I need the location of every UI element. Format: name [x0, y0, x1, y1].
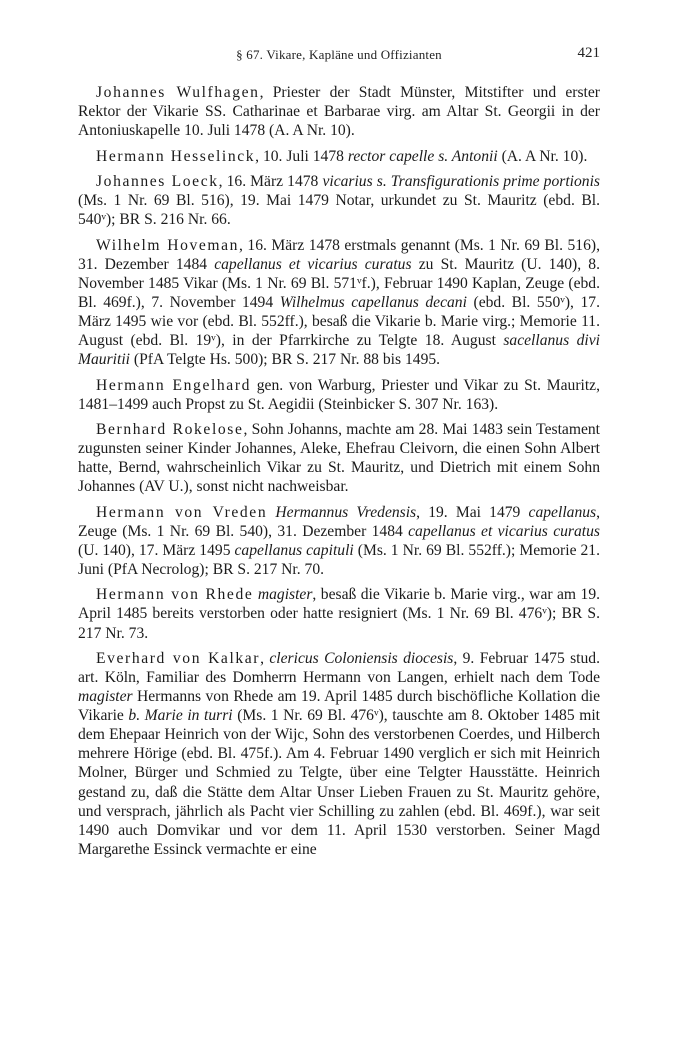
entry-text: , 16. März 1478 erstmals genannt (Ms. 1 Nr. 69 Bl. 516), 31. Dezember 1484: [78, 236, 600, 273]
entry-text: (ebd. Bl. 550ᵛ), 17. März 1495 wie vor (ebd. Bl. 552ff.), besaß die Vikarie b. Marie virg.; Memorie 11. August (ebd. Bl. 19ᵛ), in der Pfarrkirche zu Telgte 18. August: [78, 293, 600, 350]
entry-text: , Sohn Johanns, machte am 28. Mai 1483 sein Testament zugunsten seiner Kinder Johannes, Aleke, Ehefrau Cleivorn, die einen Sohn Albert hatte, Bernd, wahrscheinlich Vikar zu St. Mauritz, und Dietrich mit einem Sohn Johannes (AV U.), sonst nicht nachweisbar.: [78, 420, 600, 496]
latin-quote: capellanus et vicarius curatus: [214, 255, 412, 273]
entry-paragraph: [78, 147, 600, 166]
latin-quote: Wilhelmus capellanus decani: [279, 293, 467, 311]
latin-quote: rector capelle s. Antonii: [347, 147, 498, 165]
entry-text: (PfA Telgte Hs. 500); BR S. 217 Nr. 88 bis 1495.: [129, 351, 441, 369]
entry-text: (U. 140), 17. März 1495: [78, 541, 235, 559]
entry-paragraph: [78, 503, 600, 579]
page-number: 421: [577, 45, 600, 61]
entry-text: (A. A Nr. 10).: [497, 147, 588, 165]
entry-text: (Ms. 1 Nr. 69 Bl. 476ᵛ), tauschte am 8. Oktober 1485 mit dem Ehepaar Heinrich von der Wijc, Sohn des verstorbenen Coerdes, und Hilberch mehrere Hörige (ebd. Bl. 475f.). Am 4. Februar 1490 verglich er sich mit Heinrich Molner, Bürger und Schmied zu Telgte, über eine Telgter Hausstätte. Heinrich gestand zu, daß die Stätte dem Altar Unser Lieben Frauen zu St. Mauritz gehöre, und versprach, jährlich als Pacht vier Schilling zu zahlen (ebd. Bl. 469f.), war seit 1490 auch Domvikar und vor dem 11. April 1530 verstorben. Seiner Magd Margarethe Essinck vermachte er eine: [78, 707, 600, 858]
entry-text: gen. von Warburg, Priester und Vikar zu St. Mauritz, 1481–1499 auch Propst zu St. Aegidii (Steinbicker S. 307 Nr. 163).: [78, 376, 600, 413]
entry-text: , 19. Mai 1479: [416, 503, 529, 521]
entry-paragraph: [78, 376, 600, 414]
person-name: Bernhard Rokelose: [96, 420, 244, 438]
latin-quote: capellanus et vicarius curatus: [408, 522, 600, 540]
entry-text: Hermanns von Rhede am 19. April 1485 durch bischöfliche Kollation die Vikarie: [78, 688, 600, 725]
entry-text: , Zeuge (Ms. 1 Nr. 69 Bl. 540), 31. Dezember 1484: [78, 503, 601, 540]
person-name: Johannes Loeck: [96, 172, 219, 190]
latin-quote: Hermannus Vredensis: [275, 503, 417, 521]
entry-paragraph: [78, 649, 600, 859]
latin-quote: capellanus capituli: [234, 541, 354, 559]
person-name: Hermann Engelhard: [96, 376, 252, 394]
entry-paragraph: [78, 585, 600, 642]
entry-paragraph: [78, 83, 600, 140]
page-header: [78, 47, 600, 71]
person-name: Everhard von Kalkar: [96, 649, 261, 667]
person-name: Johannes Wulfhagen: [96, 84, 260, 101]
entry-text: ,: [260, 649, 270, 667]
latin-quote: vicarius s. Transfigurationis prime portionis: [322, 172, 601, 190]
latin-quote: b. Marie in turri: [128, 707, 233, 725]
person-name: Hermann von Vreden: [96, 503, 268, 521]
latin-quote: sacellanus divi Mauritii: [78, 332, 600, 369]
entry-paragraph: [78, 420, 600, 496]
entry-text: zu St. Mauritz (U. 140), 8. November 1485 Vikar (Ms. 1 Nr. 69 Bl. 571ᵛf.), Februar 1490 Kaplan, Zeuge (ebd. Bl. 469f.), 7. November 1494: [78, 255, 600, 311]
entry-text: , 9. Februar 1475 stud. art. Köln, Familiar des Domherrn Hermann von Langen, erhielt nach dem Tode: [78, 649, 600, 686]
latin-quote: magister: [78, 688, 133, 706]
latin-quote: capellanus: [528, 503, 597, 521]
body-text: [78, 83, 600, 865]
person-name: Hermann von Rhede: [96, 586, 254, 604]
entry-text: , 10. Juli 1478: [255, 147, 348, 165]
entry-text: (Ms. 1 Nr. 69 Bl. 552ff.); Memorie 21. Juni (PfA Necrolog); BR S. 217 Nr. 70.: [78, 541, 601, 578]
entry-text: (Ms. 1 Nr. 69 Bl. 516), 19. Mai 1479 Notar, urkundet zu St. Mauritz (ebd. Bl. 540ᵛ); BR S. 216 Nr. 66.: [78, 192, 600, 229]
latin-quote: magister: [257, 586, 313, 604]
entry-text: , besaß die Vikarie b. Marie virg., war am 19. April 1485 bereits verstorben oder hatte resigniert (Ms. 1 Nr. 69 Bl. 476ᵛ); BR S. 217 Nr. 73.: [78, 586, 601, 642]
person-name: Wilhelm Hoveman: [96, 236, 240, 254]
latin-quote: clericus Coloniensis diocesis: [269, 649, 454, 667]
entry-text: , 16. März 1478: [218, 172, 323, 190]
entry-paragraph: [78, 172, 600, 229]
running-head: § 67. Vikare, Kapläne und Offizianten: [236, 47, 442, 62]
person-name: Hermann Hesselinck: [96, 147, 256, 165]
entry-text: , Priester der Stadt Münster, Mitstifter und erster Rektor der Vikarie SS. Catharinae et Barbarae virg. am Altar St. Georgii in der Antoniuskapelle 10. Juli 1478 (A. A Nr. 10).: [78, 84, 600, 140]
entry-paragraph: [78, 236, 600, 370]
